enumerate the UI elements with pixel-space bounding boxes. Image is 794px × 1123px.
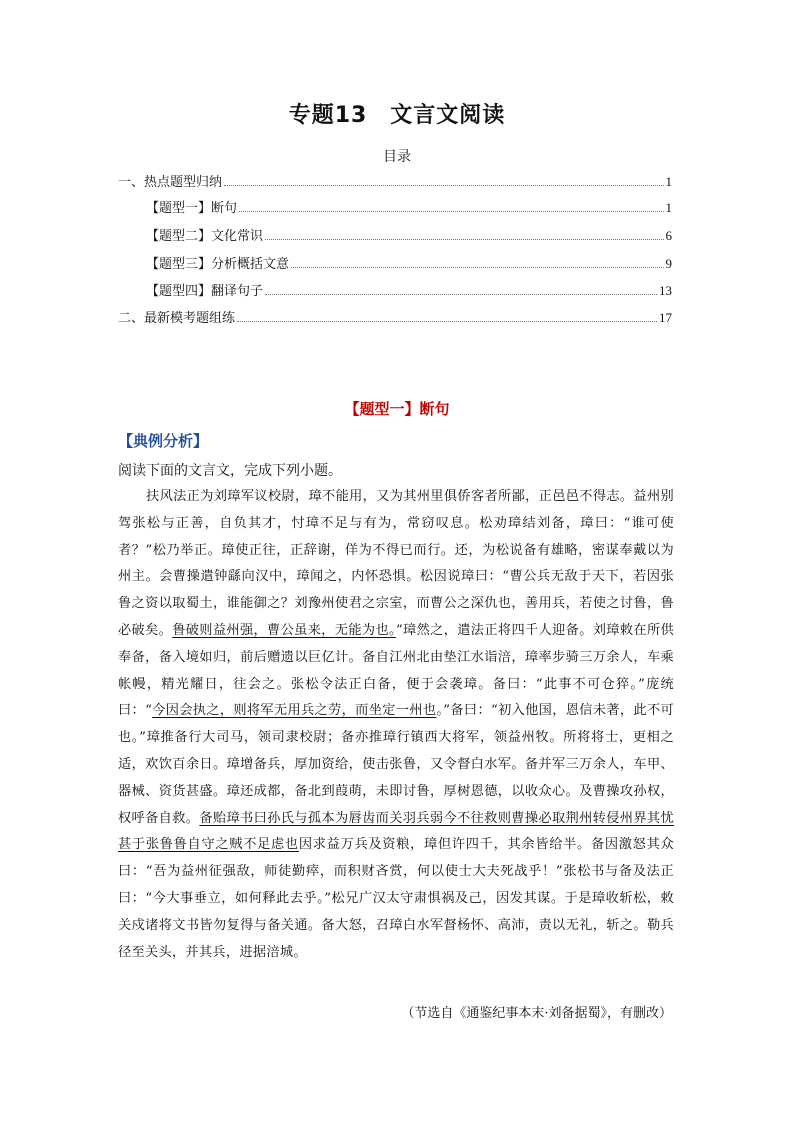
- toc-item-page: 1: [665, 200, 672, 215]
- toc-leader-dots: [224, 184, 663, 186]
- toc-item-type-4[interactable]: [146, 279, 672, 299]
- reading-instruction: 阅读下面的文言文，完成下列小题。: [118, 463, 342, 479]
- toc-item-mock-exams[interactable]: [118, 306, 672, 326]
- toc-heading: 目录: [383, 149, 411, 165]
- toc-item-hot-types[interactable]: [118, 170, 672, 190]
- toc-leader-dots: [239, 210, 663, 212]
- toc-item-label: 【题型三】分析概括文意: [146, 257, 290, 272]
- example-analysis-heading: 【典例分析】: [118, 432, 209, 450]
- toc-leader-dots: [237, 320, 657, 322]
- toc-item-page: 6: [665, 228, 672, 243]
- passage-text: 扶风法正为刘璋军议校尉，璋不能用，又为其州里俱侨客者所鄙，正邑邑不得志。益州别驾张松与正善，自负其才，忖璋不足与有为，常窃叹息。松劝璋结刘备，璋曰：“谁可使者？”松乃举正。璋使正往，正辞谢，佯为不得已而行。还，为松说备有雄略，密谋奉戴以为州主。会曹操遣钟繇向汉中，璋闻之，内怀恐惧。松因说璋曰：“曹公兵无敌于天下，若因张鲁之资以取蜀土，谁能御之？刘豫州使君之宗室，而曹公之深仇也，善用兵，若使之讨鲁，鲁必破矣。: [118, 489, 674, 638]
- section-title: 【题型一】断句: [344, 400, 450, 418]
- toc-item-label: 【题型一】断句: [146, 201, 238, 216]
- toc-item-type-3[interactable]: [146, 252, 672, 272]
- underlined-sentence: 今因会执之，则将军无用兵之劳，而坐定一州也: [152, 703, 437, 719]
- underlined-sentence: 备贻璋书曰孙氏与孤本为唇齿而关羽兵弱今不往救则曹操必取荆州转侵州界其忧甚于张鲁鲁自守之贼不足虑也: [118, 810, 674, 853]
- toc-item-label: 【题型四】翻译句子: [146, 284, 264, 299]
- toc-item-label: 【题型二】文化常识: [146, 229, 264, 244]
- toc-item-page: 17: [659, 310, 672, 325]
- source-citation: （节选自《通鉴纪事本末·刘备据蜀》，有删改）: [401, 1006, 672, 1021]
- passage-text: ”璋然之，遣法正将四千人迎备。刘璋敕在所供奉备，备入境如归，前后赠遗以巨亿计。备自江州北由垫江水诣涪，璋率步骑三万余人，车乘帐幔，精光耀日，往会之。张松令法正白备，便于会袭璋。备曰：“此事不可仓猝。”庞统曰：“: [118, 622, 674, 719]
- toc-item-page: 9: [665, 256, 672, 271]
- toc-item-page: 13: [659, 283, 672, 298]
- passage-text: 。”备曰：“初入他国，恩信未著，此不可也。”璋推备行大司马，领司隶校尉；备亦推璋行镇西大将军，领益州牧。所将将士，更相之适，欢饮百余日。璋增备兵，厚加资给，使击张鲁，又令督白水军。备并军三万余人，车甲、器械、资货甚盛。璋还成都，备北到葭萌，未即讨鲁，厚树恩德，以收众心。及曹操攻孙权，权呼备自救。: [118, 703, 674, 826]
- toc-leader-dots: [291, 266, 663, 268]
- toc-leader-dots: [265, 293, 657, 295]
- toc-item-page: 1: [665, 174, 672, 189]
- toc-leader-dots: [265, 238, 663, 240]
- underlined-sentence: 鲁破则益州强，曹公虽来，无能为也。: [172, 622, 396, 638]
- toc-item-type-2[interactable]: [146, 224, 672, 244]
- toc-item-label: 二、最新模考题组练: [118, 311, 236, 326]
- page-title: 专题13 文言文阅读: [288, 103, 506, 128]
- toc-item-label: 一、热点题型归纳: [118, 175, 223, 190]
- classical-chinese-passage: [118, 484, 674, 966]
- passage-text: 因求益万兵及资粮，璋但许四千，其余皆给半。备因激怒其众曰：“吾为益州征强敌，师徒勤瘁，而积财吝赏，何以使士大夫死战乎！”张松书与备及法正曰：“今大事垂立，如何释此去乎。”松兄广汉太守肃惧祸及己，因发其谋。于是璋收斩松，敕关戍诸将文书皆勿复得与备关通。备大怒，召璋白水军督杨怀、高沛，责以无礼，斩之。勒兵径至关头，并其兵，进据涪城。: [118, 837, 674, 960]
- toc-item-type-1[interactable]: [146, 196, 672, 216]
